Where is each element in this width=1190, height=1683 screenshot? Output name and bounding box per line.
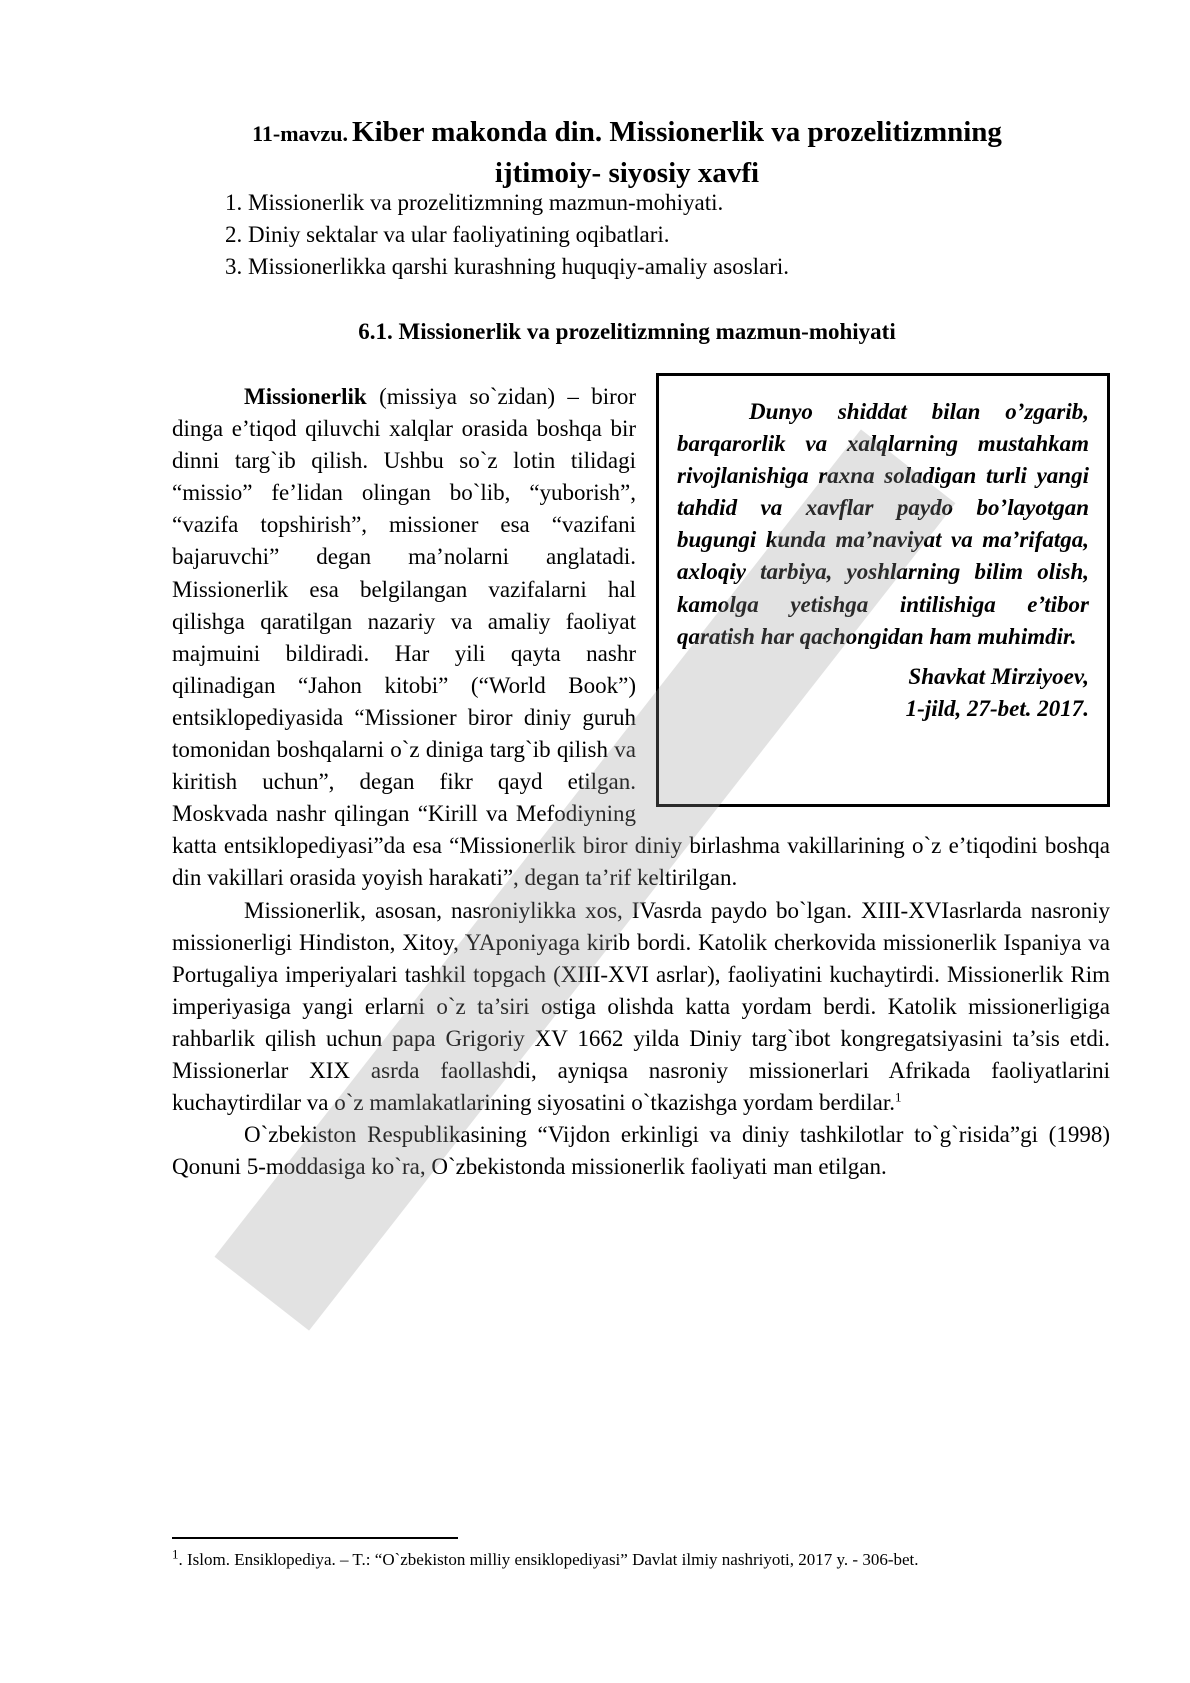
topic-title-line-1: [172, 114, 1082, 155]
footnote-separator: [172, 1537, 458, 1539]
footnote: [172, 1546, 1112, 1571]
term-missionerlik: Missionerlik: [244, 384, 367, 409]
section-title: 6.1. Missionerlik va prozelitizmning mazmun-mohiyati: [358, 319, 896, 344]
footnote-mark: 1: [172, 1546, 179, 1562]
paragraph-2-text: Missionerlik, asosan, nasroniylikka xos, IVasrda paydo bo`lgan. XIII-XVIasrlarda nasroniy missionerligi Hindiston, Xitoy, YAponiyaga kirib bordi. Katolik cherkovida missionerlik Ispaniya va Portugaliya imperiyalari tashkil topgach (XIII-XVI asrlar), faoliyatini kuchaytirdi. Missionerlik Rim imperiyasiga yangi erlarni o`z ta’siri ostiga olishda katta yordam berdi. Katolik missionerligiga rahbarlik qilish uchun papa Grigoriy XV 1662 yilda Diniy targ`ibot kongregatsiyasini ta’sis etdi. Missionerlar XIX asrda faollashdi, ayniqsa nasroniy missionerlari Afrikada faoliyatlarini kuchaytirdilar va o`z mamlakatlarining siyosatini o`tkazishga yordam berdilar.: [172, 897, 1110, 1116]
epigraph-author: Shavkat Mirziyoev,: [908, 663, 1089, 689]
paragraph-1-text: (missiya so`zidan) – biror dinga e’tiqod qiluvchi xalqlar orasida boshqa bir dinni targ`ib qilish. Ushbu so`z lotin tilidagi “missio” fe’lidan olingan bo`lib, “yuborish”, “vazifa topshirish”, missioner esa “vazifani bajaruvchi” degan ma’nolarni anglatadi. Missionerlik esa belgilangan vazifalarni hal qilishga qaratilgan nazariy va amaliy faoliyat majmuini bildiradi. Har yili qayta nashr qilinadigan “Jahon kitobi” (“World Book”) entsiklopediyasida “Missioner biror diniy guruh tomonidan boshqalarni o`z diniga targ`ib qilish va kiritish uchun”, degan fikr qayd etilgan. Moskvada nashr qilingan “Kirill va Mefodiyning katta entsiklopediyasi”da esa “Missionerlik biror diniy birlashma vakillarining o`z e’tiqodini boshqa din vakillari orasida yoyish harakati”, degan ta’rif keltirilgan.: [172, 384, 1110, 891]
topic-title-line-2: ijtimoiy- siyosiy xavfi: [494, 157, 760, 189]
topic-prefix: 11-mavzu.: [252, 121, 349, 146]
paragraph-3: O`zbekiston Respublikasining “Vijdon erkinligi va diniy tashkilotlar to`g`risida”gi (1998) Qonuni 5-moddasiga ko`ra, O`zbekistonda missionerlik faoliyati man etilgan.: [172, 1122, 1110, 1180]
epigraph-text: Dunyo shiddat bilan o’zgarib, barqarorlik va xalqlarning mustahkam rivojlanishiga raxna soladigan turli yangi tahdid va xavflar paydo bo’layotgan bugungi kunda ma’naviyat va ma’rifatga, axloqiy tarbiya, yoshlarning bilim olish, kamolga yetishga intilishiga e’tibor qaratish har qachongidan ham muhimdir.: [677, 399, 1089, 649]
plan-item: 3. Missionerlikka qarshi kurashning huquqiy-amaliy asoslari.: [225, 254, 790, 279]
plan-item: 1. Missionerlik va prozelitizmning mazmun-mohiyati.: [225, 190, 724, 215]
plan-item: 2. Diniy sektalar va ular faoliyatining oqibatlari.: [225, 222, 670, 247]
topic-title: [172, 114, 1082, 191]
topic-title-text: Kiber makonda din. Missionerlik va prozelitizmning: [352, 116, 1002, 148]
epigraph-source: 1-jild, 27-bet. 2017.: [905, 695, 1089, 721]
footnote-text: . Islom. Ensiklopediya. – T.: “O`zbekiston milliy ensiklopediyasi” Davlat ilmiy nashriyoti, 2017 y. - 306-bet.: [178, 1550, 919, 1569]
footnote-reference[interactable]: 1: [895, 1089, 902, 1105]
topic-plan-list: [225, 187, 789, 283]
paragraph-2: [172, 895, 1110, 1120]
